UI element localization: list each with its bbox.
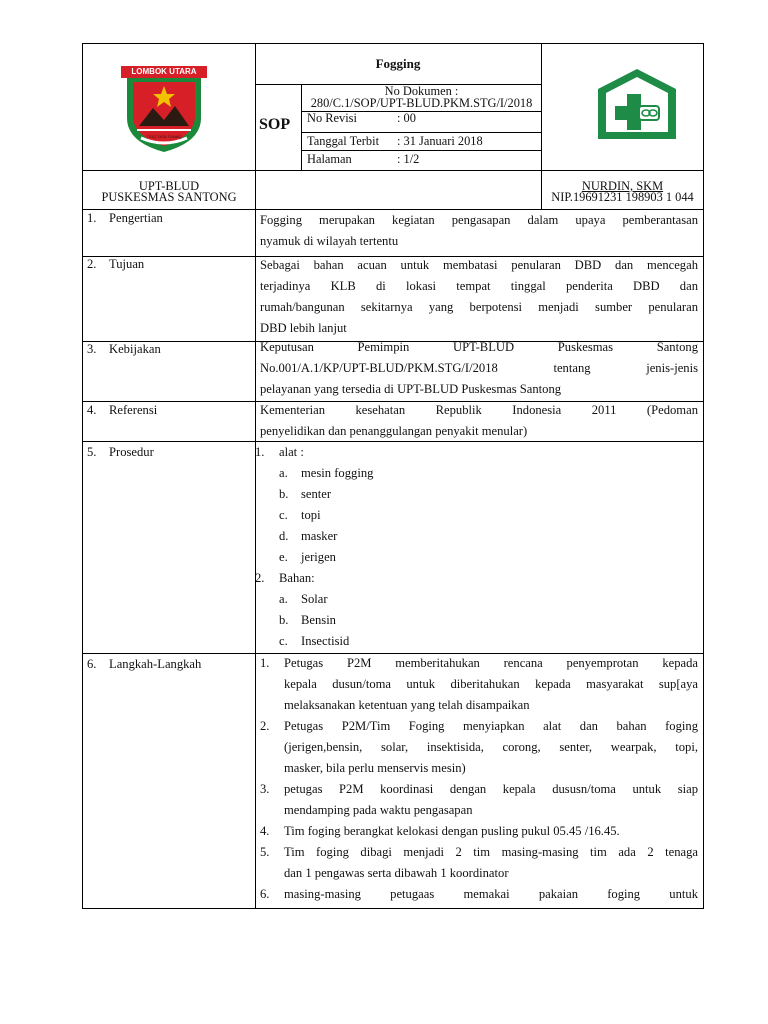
step-number: 2.	[260, 719, 270, 733]
step-line: melaksanakan ketentuan yang telah disampaikan	[284, 698, 530, 712]
list-item-text: Insectisid	[301, 634, 350, 648]
docinfo-line-2	[301, 132, 541, 133]
step-item	[260, 821, 698, 842]
list-item-marker: e.	[279, 550, 288, 564]
content-kebijakan: Keputusan Pemimpin UPT-BLUD Puskesmas Santong No.001/A.1/KP/UPT-BLUD/PKM.STG/I/2018 tentang jenis-jenis pelayanan yang tersedia di UPT-BLUD Puskesmas Santong	[260, 340, 698, 396]
list-item-text: Solar	[301, 592, 328, 606]
content-pengertian: Fogging merupakan kegiatan pengasapan dalam upaya pemberantasan nyamuk di wilayah tertentu	[260, 213, 698, 248]
puskesmas-emblem-icon	[595, 66, 679, 142]
prosedur-group-alat: 1. alat :	[255, 445, 304, 459]
prosedur-group-bahan: 2. Bahan:	[255, 571, 315, 585]
step-line: Tim foging dibagi menjadi 2 tim masing-masing tim ada 2 tenaga	[284, 845, 698, 859]
step-line: dan 1 pengawas serta dibawah 1 koordinator	[284, 866, 509, 880]
list-item	[279, 526, 695, 547]
document-title: Fogging	[375, 56, 421, 71]
list-item	[279, 463, 695, 484]
org-line-1: UPT-BLUD	[138, 179, 200, 193]
list-item-text: topi	[301, 508, 321, 522]
list-item-marker: d.	[279, 529, 289, 543]
step-number: 3.	[260, 782, 270, 796]
lombok-utara-logo	[119, 64, 209, 154]
step-number: 1.	[260, 656, 270, 670]
content-langkah	[260, 653, 698, 905]
label-langkah: 6. Langkah-Langkah	[87, 657, 202, 671]
step-number: 4.	[260, 824, 270, 838]
step-number: 5.	[260, 845, 270, 859]
label-prosedur: 5. Prosedur	[87, 445, 154, 459]
alat-list	[255, 463, 695, 568]
list-item-text: Bensin	[301, 613, 336, 627]
step-line: kepala dusun/toma untuk diberitahukan kepada masyarakat sup[aya	[284, 677, 698, 691]
content-prosedur	[255, 442, 695, 652]
signer-name: NURDIN, SKM	[581, 179, 664, 193]
list-item	[279, 631, 695, 652]
sop-label: SOP	[259, 116, 291, 133]
list-item-text: masker	[301, 529, 338, 543]
puskesmas-logo	[595, 66, 679, 142]
list-item	[279, 547, 695, 568]
step-line: petugas P2M koordinasi dengan kepala dususn/toma untuk siap	[284, 782, 698, 796]
list-item	[279, 505, 695, 526]
list-item-marker: a.	[279, 592, 288, 606]
content-tujuan: Sebagai bahan acuan untuk membatasi penularan DBD dan mencegah terjadinya KLB di lokasi tempat tinggal penderita DBD dan rumah/bangunan sekitarnya yang berpotensi menjadi sumber penularan DBD lebih lanjut	[260, 258, 698, 335]
tanggal-label: Tanggal Terbit	[307, 134, 380, 148]
halaman-value: : 1/2	[397, 152, 420, 166]
step-line: masker, bila perlu menservis mesin)	[284, 761, 466, 775]
step-line: Petugas P2M/Tim Foging menyiapkan alat dan bahan foging	[284, 719, 698, 733]
logo-motto-text: TIOQ TATA TUNAQ	[146, 134, 182, 139]
step-number: 6.	[260, 887, 270, 901]
list-item-marker: c.	[279, 634, 288, 648]
docinfo-line-3	[301, 150, 541, 151]
halaman-label: Halaman	[307, 152, 352, 166]
list-item-text: jerigen	[301, 550, 336, 564]
no-dokumen-value: 280/C.1/SOP/UPT-BLUD.PKM.STG/I/2018	[310, 96, 533, 110]
list-item	[279, 589, 695, 610]
step-line: masing-masing petugaas memakai pakaian foging untuk	[284, 887, 698, 901]
no-dokumen-label: No Dokumen :	[384, 84, 459, 98]
list-item-text: senter	[301, 487, 332, 501]
content-referensi: Kementerian kesehatan Republik Indonesia 2011 (Pedoman penyelidikan dan penanggulangan penyakit menular)	[260, 403, 698, 438]
step-item	[260, 884, 698, 905]
label-pengertian: 1. Pengertian	[87, 211, 163, 225]
no-revisi-value: : 00	[397, 111, 416, 125]
list-item-marker: c.	[279, 508, 288, 522]
org-line-2: PUSKESMAS SANTONG	[101, 190, 237, 204]
sop-document	[82, 43, 704, 909]
tanggal-value: : 31 Januari 2018	[397, 134, 483, 148]
step-item	[260, 716, 698, 779]
step-line: mendamping pada waktu pengasapan	[284, 803, 473, 817]
step-item	[260, 842, 698, 884]
label-referensi: 4. Referensi	[87, 403, 158, 417]
list-item	[279, 484, 695, 505]
step-line: (jerigen,bensin, solar, insektisida, corong, senter, wearpak, topi,	[284, 740, 698, 754]
logo-banner-text: LOMBOK UTARA	[131, 67, 197, 76]
step-item	[260, 779, 698, 821]
label-tujuan: 2. Tujuan	[87, 257, 145, 271]
list-item-marker: a.	[279, 466, 288, 480]
label-kebijakan: 3. Kebijakan	[87, 342, 161, 356]
step-item	[260, 653, 698, 716]
list-item-marker: b.	[279, 487, 289, 501]
step-line: Petugas P2M memberitahukan rencana penyemprotan kepada	[284, 656, 698, 670]
signer-nip: NIP.19691231 198903 1 044	[551, 190, 694, 204]
list-item-text: mesin fogging	[301, 466, 374, 480]
bahan-list	[255, 589, 695, 652]
step-line: Tim foging berangkat kelokasi dengan pusling pukul 05.45 /16.45.	[284, 824, 620, 838]
header-divider	[83, 170, 703, 171]
list-item-marker: b.	[279, 613, 289, 627]
no-revisi-label: No Revisi	[307, 111, 357, 125]
list-item	[279, 610, 695, 631]
